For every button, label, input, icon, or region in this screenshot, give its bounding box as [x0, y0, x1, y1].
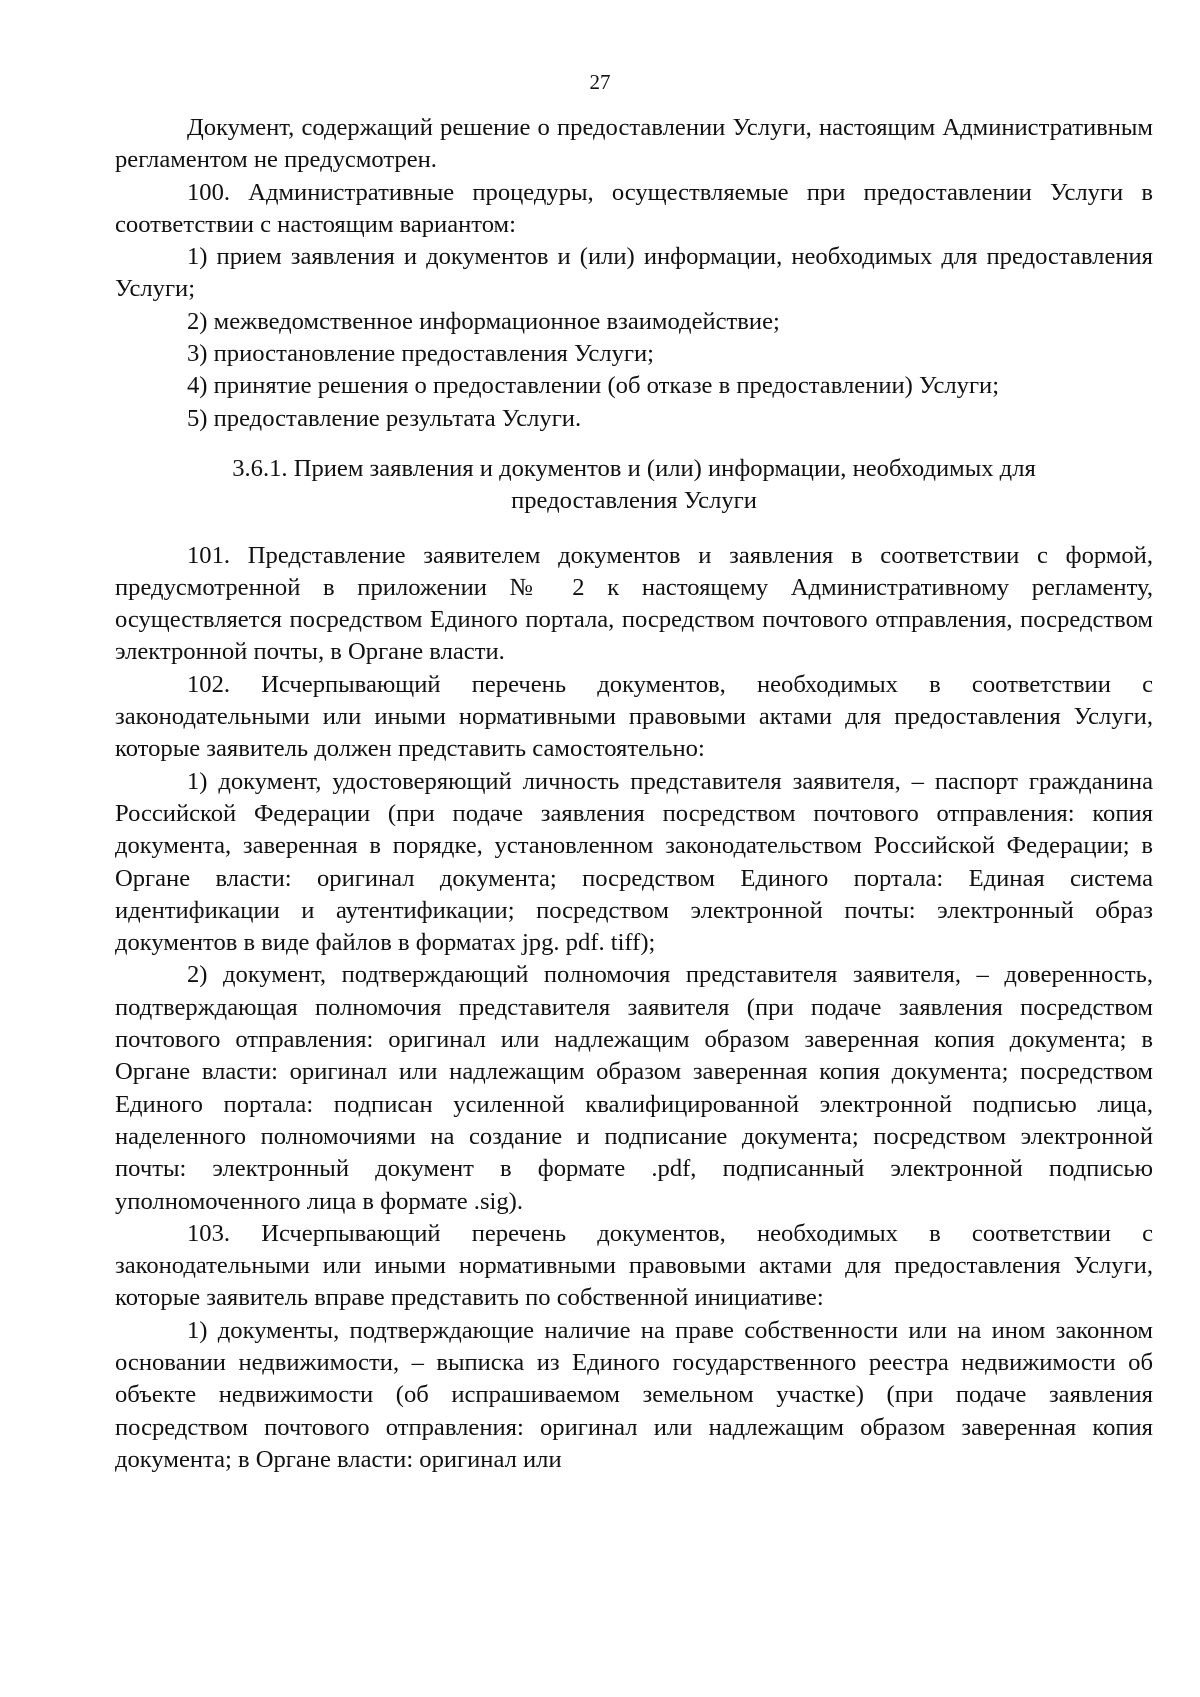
page-number: 27	[589, 70, 611, 94]
paragraph-intro: Документ, содержащий решение о предоставлении Услуги, настоящим Административным регламентом не предусмотрен.	[115, 114, 1153, 174]
list-item-103-1: 1) документы, подтверждающие наличие на праве собственности или на ином законном основании недвижимости, – выписка из Единого государственного реестра недвижимости об объекте недвижимости (об испрашиваемом земельном участке) (при подаче заявления посредством почтового отправления: оригинал или надлежащим образом заверенная копия документа; в Органе власти: оригинал или	[115, 1316, 1153, 1473]
list-item-100-2: 2) межведомственное информационное взаимодействие;	[187, 307, 780, 335]
paragraph-101: 101. Представление заявителем документов и заявления в соответствии с формой, предусмотренной в приложении № 2 к настоящему Административному регламенту, осуществляется посредством Единого портала, посредством почтового отправления, посредством электронной почты, в Органе власти.	[115, 541, 1153, 666]
document-body	[115, 112, 1153, 1476]
paragraph-100: 100. Административные процедуры, осуществляемые при предоставлении Услуги в соответствии с настоящим вариантом:	[115, 178, 1153, 238]
list-item-102-2: 2) документ, подтверждающий полномочия представителя заявителя, – доверенность, подтверждающая полномочия представителя заявителя (при подаче заявления посредством почтового отправления: оригинал или надлежащим образом заверенная копия документа; в Органе власти: оригинал или надлежащим образом заверенная копия документа; посредством Единого портала: подписан усиленной квалифицированной электронной подписью лица, наделенного полномочиями на создание и подписание документа; посредством электронной почты: электронный документ в формате .pdf, подписанный электронной подписью уполномоченного лица в формате .sig).	[115, 961, 1153, 1215]
paragraph-103: 103. Исчерпывающий перечень документов, необходимых в соответствии с законодательными или иными нормативными правовыми актами для предоставления Услуги, которые заявитель вправе представить по собственной инициативе:	[115, 1219, 1153, 1312]
list-item-100-1: 1) прием заявления и документов и (или) информации, необходимых для предоставления Услуги;	[115, 243, 1153, 303]
list-item-100-4: 4) принятие решения о предоставлении (об отказе в предоставлении) Услуги;	[187, 372, 1000, 400]
list-item-102-1: 1) документ, удостоверяющий личность представителя заявителя, – паспорт гражданина Российской Федерации (при подаче заявления посредством почтового отправления: копия документа, заверенная в порядке, установленном законодательством Российской Федерации; в Органе власти: оригинал документа; посредством Единого портала: Единая система идентификации и аутентификации; посредством электронной почты: электронный образ документов в виде файлов в форматах jpg. pdf. tiff);	[115, 767, 1153, 957]
section-heading	[115, 453, 1153, 518]
paragraph-102: 102. Исчерпывающий перечень документов, необходимых в соответствии с законодательными или иными нормативными правовыми актами для предоставления Услуги, которые заявитель должен представить самостоятельно:	[115, 670, 1153, 763]
list-item-100-5: 5) предоставление результата Услуги.	[187, 404, 582, 432]
section-heading-line-2: предоставления Услуги	[511, 487, 757, 515]
section-heading-line-1: 3.6.1. Прием заявления и документов и (или) информации, необходимых для	[232, 454, 1036, 482]
list-item-100-3: 3) приостановление предоставления Услуги;	[187, 340, 655, 368]
